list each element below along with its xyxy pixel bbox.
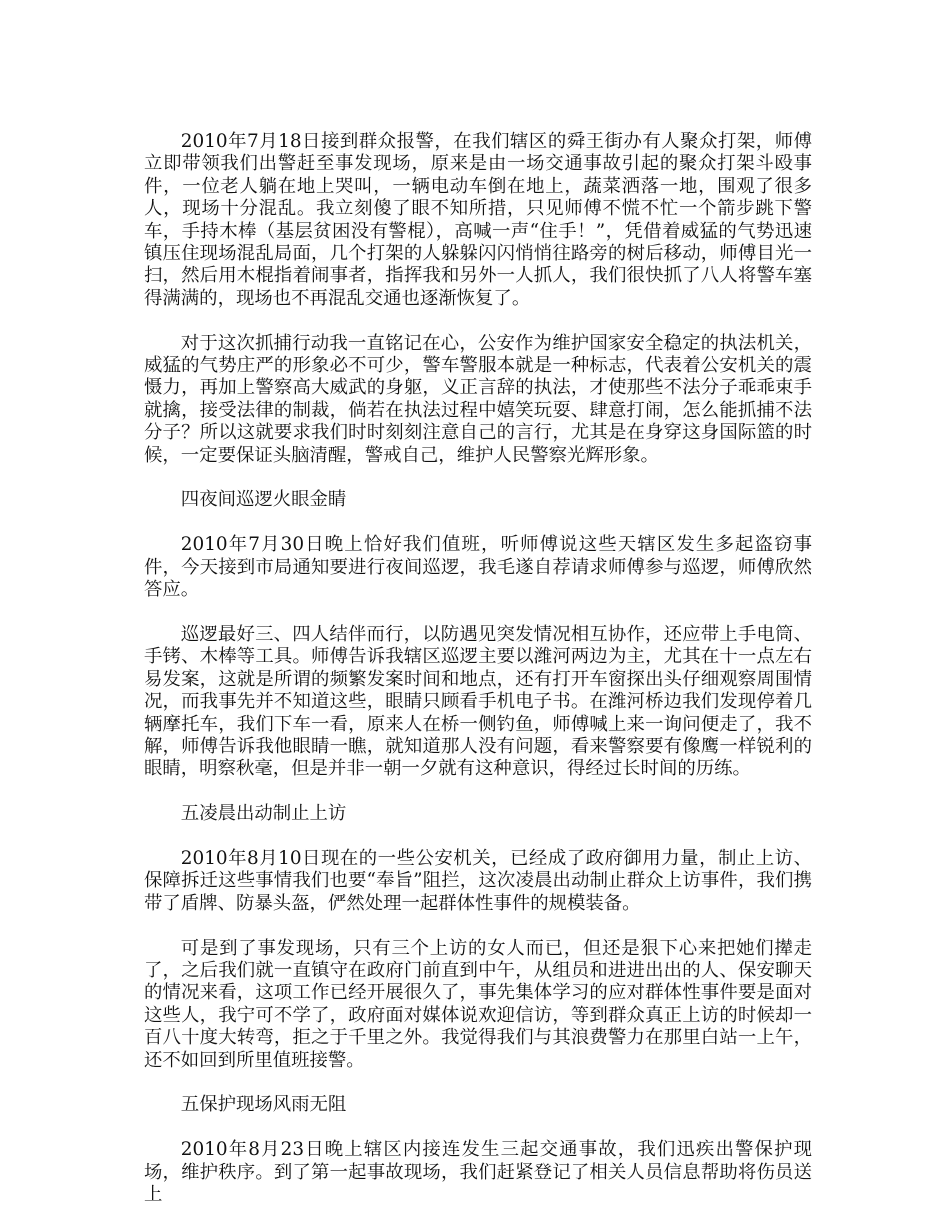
paragraph-7: 2010年8月23日晚上辖区内接连发生三起交通事故，我们迅疾出警保护现场，维护秩序。到了第一起事故现场，我们赶紧登记了相关人员信息帮助将伤员送上 [144,1139,812,1205]
paragraph-6: 可是到了事发现场，只有三个上访的女人而已，但还是狠下心来把她们撵走了，之后我们就一直镇守在政府门前直到中午，从组员和进进出出的人、保安聊天的情况来看，这项工作已经开展很久了，事先集体学习的应对群体性事件要是面对这些人，我宁可不学了，政府面对媒体说欢迎信访，等到群众真正上访的时候却一百八十度大转弯，拒之于千里之外。我觉得我们与其浪费警力在那里白站一上午，还不如回到所里值班接警。 [144,937,812,1071]
paragraph-2: 对于这次抓捕行动我一直铭记在心，公安作为维护国家安全稳定的执法机关，威猛的气势庄严的形象必不可少，警车警服本就是一种标志，代表着公安机关的震慑力，再加上警察高大威武的身躯，义正言辞的执法，才使那些不法分子乖乖束手就擒，接受法律的制裁，倘若在执法过程中嬉笑玩耍、肆意打闹，怎么能抓捕不法分子？所以这就要求我们时时刻刻注意自己的言行，尤其是在身穿这身国际篮的时候，一定要保证头脑清醒，警戒自己，维护人民警察光辉形象。 [144,332,812,466]
section-heading-5a: 五凌晨出动制止上访 [180,803,347,825]
document-page [144,131,812,1229]
paragraph-1: 2010年7月18日接到群众报警，在我们辖区的舜王街办有人聚众打架，师傅立即带领我们出警赶至事发现场，原来是由一场交通事故引起的聚众打架斗殴事件，一位老人躺在地上哭叫，一辆电动车倒在地上，蔬菜洒落一地，围观了很多人，现场十分混乱。我立刻傻了眼不知所措，只见师傅不慌不忙一个箭步跳下警车，手持木棒（基层贫困没有警棍），高喊一声“住手！”，凭借着威猛的气势迅速镇压住现场混乱局面，几个打架的人躲躲闪闪悄悄往路旁的树后移动，师傅目光一扫，然后用木棍指着闹事者，指挥我和另外一人抓人，我们很快抓了八人将警车塞得满满的，现场也不再混乱交通也逐渐恢复了。 [144,131,812,309]
section-heading-4: 四夜间巡逻火眼金睛 [180,489,347,511]
section-heading-5b: 五保护现场风雨无阻 [180,1094,347,1116]
paragraph-3: 2010年7月30日晚上恰好我们值班，听师傅说这些天辖区发生多起盗窃事件，今天接到市局通知要进行夜间巡逻，我毛遂自荐请求师傅参与巡逻，师傅欣然答应。 [144,534,812,601]
paragraph-5: 2010年8月10日现在的一些公安机关，已经成了政府御用力量，制止上访、保障拆迁这些事情我们也要“奉旨”阻拦，这次凌晨出动制止群众上访事件，我们携带了盾牌、防暴头盔，俨然处理一起群体性事件的规模装备。 [144,847,812,914]
paragraph-4: 巡逻最好三、四人结伴而行，以防遇见突发情况相互协作，还应带上手电筒、手铐、木棒等工具。师傅告诉我辖区巡逻主要以潍河两边为主，尤其在十一点左右易发案，这就是所谓的频繁发案时间和地点，还有打开车窗探出头仔细观察周围情况，而我事先并不知道这些，眼睛只顾看手机电子书。在潍河桥边我们发现停着几辆摩托车，我们下车一看，原来人在桥一侧钓鱼，师傅喊上来一询问便走了，我不解，师傅告诉我他眼睛一瞧，就知道那人没有问题，看来警察要有像鹰一样锐利的眼睛，明察秋毫，但是并非一朝一夕就有这种意识，得经过长时间的历练。 [144,623,812,780]
